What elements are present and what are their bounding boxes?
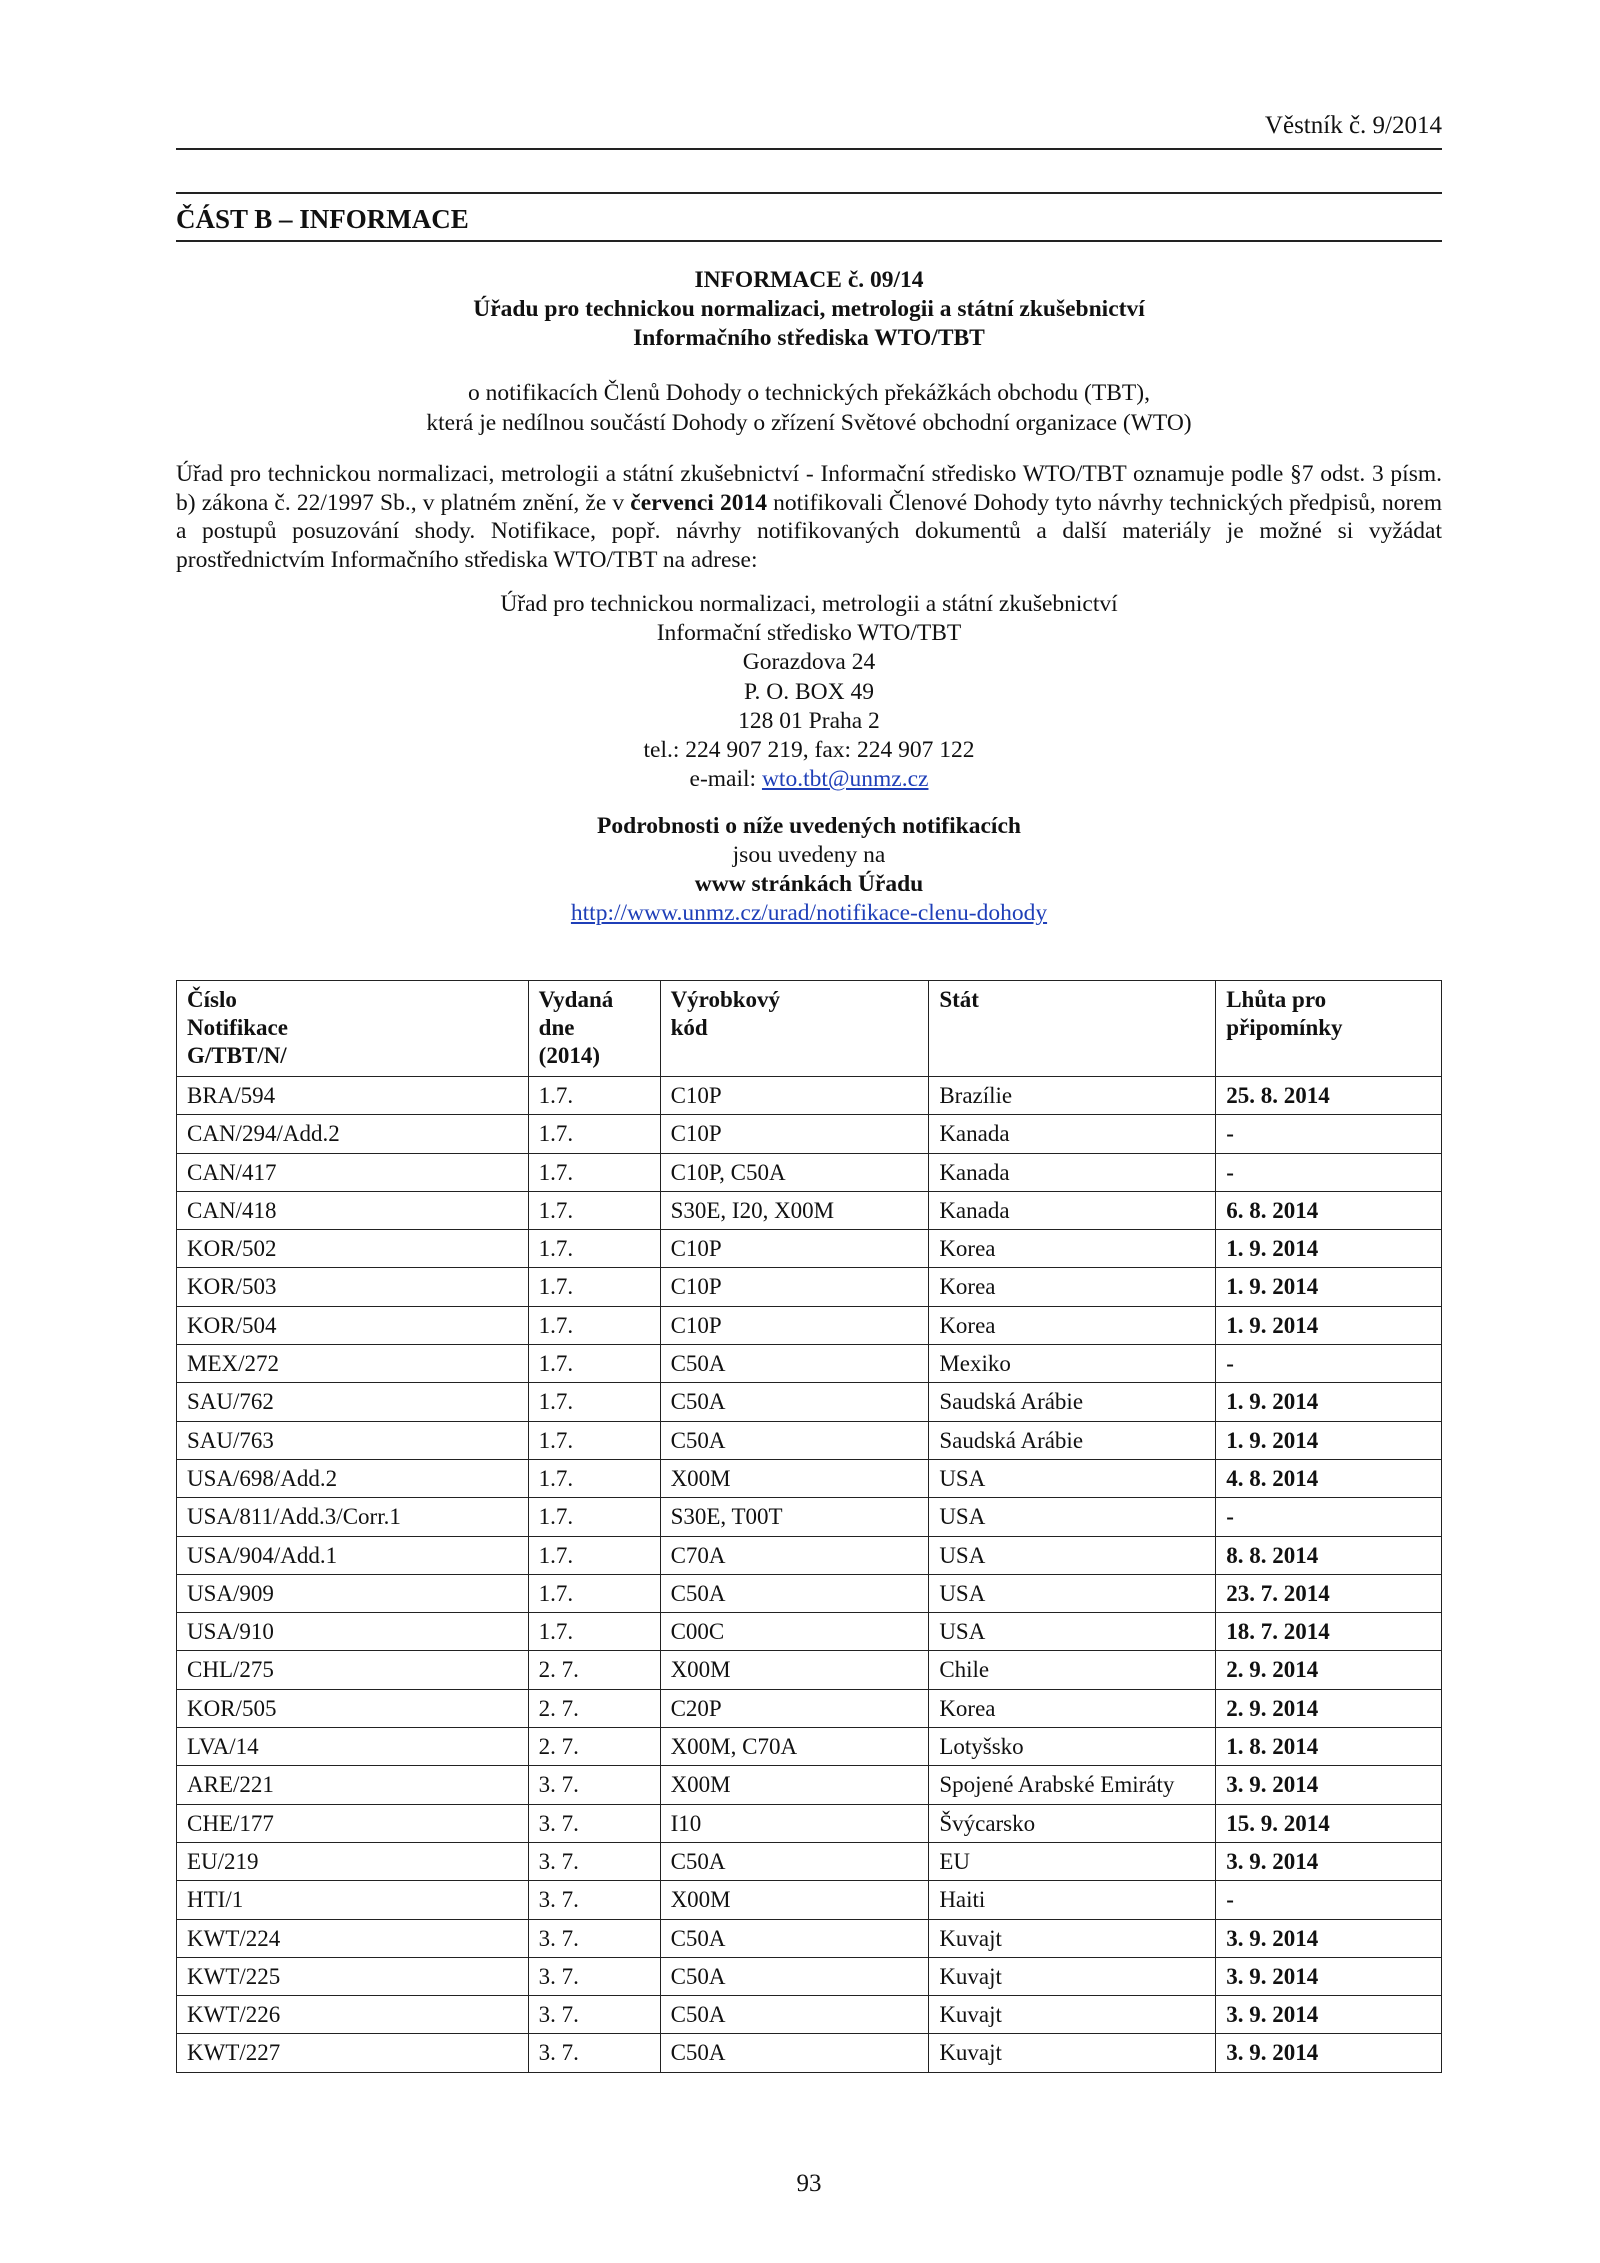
- notification-number-cell: MEX/272: [177, 1345, 529, 1383]
- product-code-cell: C20P: [660, 1689, 929, 1727]
- country-cell: Brazílie: [929, 1077, 1216, 1115]
- deadline-cell: 2. 9. 2014: [1216, 1651, 1442, 1689]
- table-row: [177, 1345, 1442, 1383]
- country-cell: Korea: [929, 1230, 1216, 1268]
- deadline-cell: 1. 9. 2014: [1216, 1306, 1442, 1344]
- table-row: [177, 1613, 1442, 1651]
- notification-number-cell: USA/698/Add.2: [177, 1459, 529, 1497]
- deadline-cell: 8. 8. 2014: [1216, 1536, 1442, 1574]
- deadline-cell: 1. 9. 2014: [1216, 1383, 1442, 1421]
- issued-date-cell: 1.7.: [528, 1230, 660, 1268]
- country-cell: USA: [929, 1574, 1216, 1612]
- product-code-cell: X00M: [660, 1651, 929, 1689]
- address-email-line: [176, 765, 1442, 794]
- table-row: [177, 1153, 1442, 1191]
- address-line5: 128 01 Praha 2: [738, 707, 880, 734]
- address-line2: Informační středisko WTO/TBT: [656, 620, 962, 647]
- deadline-cell: 23. 7. 2014: [1216, 1574, 1442, 1612]
- issued-date-cell: 3. 7.: [528, 2034, 660, 2072]
- country-cell: Kuvajt: [929, 2034, 1216, 2072]
- section-rule-bottom: [176, 240, 1442, 242]
- issued-date-cell: 1.7.: [528, 1077, 660, 1115]
- issued-date-cell: 3. 7.: [528, 1996, 660, 2034]
- notification-number-cell: USA/811/Add.3/Corr.1: [177, 1498, 529, 1536]
- deadline-cell: 18. 7. 2014: [1216, 1613, 1442, 1651]
- bulletin-number: Věstník č. 9/2014: [1264, 112, 1442, 139]
- table-header-row: [177, 981, 1442, 1077]
- issued-date-cell: 1.7.: [528, 1153, 660, 1191]
- notification-number-cell: USA/904/Add.1: [177, 1536, 529, 1574]
- table-row: [177, 1651, 1442, 1689]
- issued-date-cell: 3. 7.: [528, 1881, 660, 1919]
- country-cell: Kuvajt: [929, 1957, 1216, 1995]
- address-line1: Úřad pro technickou normalizaci, metrologii a státní zkušebnictví: [500, 591, 1118, 617]
- product-code-cell: X00M: [660, 1881, 929, 1919]
- deadline-cell: -: [1216, 1153, 1442, 1191]
- deadline-cell: 3. 9. 2014: [1216, 2034, 1442, 2072]
- deadline-cell: 4. 8. 2014: [1216, 1459, 1442, 1497]
- address-line6: tel.: 224 907 219, fax: 224 907 122: [643, 737, 975, 764]
- product-code-cell: S30E, T00T: [660, 1498, 929, 1536]
- country-cell: Lotyšsko: [929, 1728, 1216, 1766]
- table-row: [177, 1306, 1442, 1344]
- table-row: [177, 1191, 1442, 1229]
- notification-number-cell: KWT/225: [177, 1957, 529, 1995]
- notification-number-cell: LVA/14: [177, 1728, 529, 1766]
- info-heading: [176, 266, 1442, 353]
- issued-date-cell: 1.7.: [528, 1268, 660, 1306]
- deadline-cell: 1. 9. 2014: [1216, 1230, 1442, 1268]
- country-cell: Spojené Arabské Emiráty: [929, 1766, 1216, 1804]
- notification-number-cell: CAN/418: [177, 1191, 529, 1229]
- table-row: [177, 1268, 1442, 1306]
- table-row: [177, 1077, 1442, 1115]
- country-cell: Saudská Arábie: [929, 1383, 1216, 1421]
- country-cell: Švýcarsko: [929, 1804, 1216, 1842]
- deadline-cell: 6. 8. 2014: [1216, 1191, 1442, 1229]
- address-line3: Gorazdova 24: [742, 649, 876, 676]
- header-comment-deadline: Lhůta pro připomínky: [1216, 981, 1442, 1077]
- notification-number-cell: USA/910: [177, 1613, 529, 1651]
- notification-number-cell: KOR/502: [177, 1230, 529, 1268]
- table-row: [177, 1574, 1442, 1612]
- section-title: ČÁST B – INFORMACE: [176, 204, 469, 234]
- table-row: [177, 1881, 1442, 1919]
- table-row: [177, 1498, 1442, 1536]
- notification-number-cell: KWT/227: [177, 2034, 529, 2072]
- product-code-cell: X00M: [660, 1459, 929, 1497]
- table-row: [177, 1536, 1442, 1574]
- section-rule-top: [176, 192, 1442, 194]
- deadline-cell: 25. 8. 2014: [1216, 1077, 1442, 1115]
- product-code-cell: C10P: [660, 1268, 929, 1306]
- table-row: [177, 1728, 1442, 1766]
- country-cell: Mexiko: [929, 1345, 1216, 1383]
- issued-date-cell: 1.7.: [528, 1574, 660, 1612]
- product-code-cell: X00M: [660, 1766, 929, 1804]
- country-cell: EU: [929, 1842, 1216, 1880]
- issued-date-cell: 3. 7.: [528, 1957, 660, 1995]
- header-notification-number: Číslo Notifikace G/TBT/N/: [177, 981, 529, 1077]
- table-row: [177, 1421, 1442, 1459]
- issued-date-cell: 3. 7.: [528, 1766, 660, 1804]
- deadline-cell: 2. 9. 2014: [1216, 1689, 1442, 1727]
- country-cell: USA: [929, 1536, 1216, 1574]
- deadline-cell: 3. 9. 2014: [1216, 1996, 1442, 2034]
- notification-number-cell: SAU/762: [177, 1383, 529, 1421]
- issued-date-cell: 1.7.: [528, 1613, 660, 1651]
- product-code-cell: C10P: [660, 1077, 929, 1115]
- country-cell: Haiti: [929, 1881, 1216, 1919]
- notification-number-cell: SAU/763: [177, 1421, 529, 1459]
- notification-number-cell: USA/909: [177, 1574, 529, 1612]
- product-code-cell: C10P: [660, 1306, 929, 1344]
- header-country: Stát: [929, 981, 1216, 1077]
- deadline-cell: 1. 9. 2014: [1216, 1421, 1442, 1459]
- country-cell: Kanada: [929, 1153, 1216, 1191]
- intro-paragraph: [176, 460, 1442, 574]
- notification-number-cell: EU/219: [177, 1842, 529, 1880]
- country-cell: Kanada: [929, 1191, 1216, 1229]
- deadline-cell: 15. 9. 2014: [1216, 1804, 1442, 1842]
- country-cell: Korea: [929, 1689, 1216, 1727]
- product-code-cell: C50A: [660, 1842, 929, 1880]
- product-code-cell: C50A: [660, 1574, 929, 1612]
- notification-number-cell: CHL/275: [177, 1651, 529, 1689]
- deadline-cell: 1. 8. 2014: [1216, 1728, 1442, 1766]
- table-row: [177, 1230, 1442, 1268]
- deadline-cell: 1. 9. 2014: [1216, 1268, 1442, 1306]
- address-line4: P. O. BOX 49: [744, 678, 874, 705]
- info-heading-line3: Informačního střediska WTO/TBT: [633, 325, 985, 351]
- info-heading-line1: INFORMACE č. 09/14: [694, 267, 924, 293]
- product-code-cell: C10P, C50A: [660, 1153, 929, 1191]
- notification-number-cell: KOR/504: [177, 1306, 529, 1344]
- country-cell: Korea: [929, 1306, 1216, 1344]
- deadline-cell: 3. 9. 2014: [1216, 1957, 1442, 1995]
- product-code-cell: C50A: [660, 2034, 929, 2072]
- country-cell: Kanada: [929, 1115, 1216, 1153]
- details-line1: Podrobnosti o níže uvedených notifikacích: [597, 813, 1021, 839]
- table-row: [177, 1957, 1442, 1995]
- address-block: [176, 590, 1442, 794]
- notification-number-cell: BRA/594: [177, 1077, 529, 1115]
- product-code-cell: C50A: [660, 1383, 929, 1421]
- product-code-cell: C50A: [660, 1345, 929, 1383]
- product-code-cell: C50A: [660, 1996, 929, 2034]
- details-block: [176, 812, 1442, 928]
- table-row: [177, 1804, 1442, 1842]
- issued-date-cell: 1.7.: [528, 1498, 660, 1536]
- product-code-cell: C50A: [660, 1919, 929, 1957]
- product-code-cell: X00M, C70A: [660, 1728, 929, 1766]
- details-url-link[interactable]: http://www.unmz.cz/urad/notifikace-clenu-dohody: [570, 900, 1048, 926]
- product-code-cell: C00C: [660, 1613, 929, 1651]
- country-cell: USA: [929, 1498, 1216, 1536]
- notification-number-cell: KOR/503: [177, 1268, 529, 1306]
- deadline-cell: -: [1216, 1345, 1442, 1383]
- table-row: [177, 1689, 1442, 1727]
- deadline-cell: -: [1216, 1115, 1442, 1153]
- details-line2: jsou uvedeny na: [732, 842, 886, 868]
- deadline-cell: -: [1216, 1498, 1442, 1536]
- info-subheading-line1: o notifikacích Členů Dohody o technických překážkách obchodu (TBT),: [468, 380, 1150, 406]
- product-code-cell: I10: [660, 1804, 929, 1842]
- issued-date-cell: 3. 7.: [528, 1919, 660, 1957]
- email-label: e-mail:: [689, 766, 762, 793]
- issued-date-cell: 1.7.: [528, 1459, 660, 1497]
- table-row: [177, 1919, 1442, 1957]
- header-product-code: Výrobkový kód: [660, 981, 929, 1077]
- issued-date-cell: 3. 7.: [528, 1804, 660, 1842]
- issued-date-cell: 1.7.: [528, 1115, 660, 1153]
- product-code-cell: C50A: [660, 1421, 929, 1459]
- notification-number-cell: CHE/177: [177, 1804, 529, 1842]
- country-cell: Chile: [929, 1651, 1216, 1689]
- issued-date-cell: 1.7.: [528, 1383, 660, 1421]
- issued-date-cell: 2. 7.: [528, 1728, 660, 1766]
- issued-date-cell: 2. 7.: [528, 1651, 660, 1689]
- product-code-cell: C70A: [660, 1536, 929, 1574]
- notification-number-cell: KOR/505: [177, 1689, 529, 1727]
- table-body: [177, 1077, 1442, 2073]
- country-cell: Korea: [929, 1268, 1216, 1306]
- table-row: [177, 1115, 1442, 1153]
- product-code-cell: S30E, I20, X00M: [660, 1191, 929, 1229]
- issued-date-cell: 1.7.: [528, 1191, 660, 1229]
- intro-text-month: červenci 2014: [630, 489, 767, 516]
- deadline-cell: 3. 9. 2014: [1216, 1842, 1442, 1880]
- table-row: [177, 1842, 1442, 1880]
- product-code-cell: C50A: [660, 1957, 929, 1995]
- notification-number-cell: KWT/224: [177, 1919, 529, 1957]
- issued-date-cell: 1.7.: [528, 1536, 660, 1574]
- issued-date-cell: 1.7.: [528, 1345, 660, 1383]
- notification-number-cell: KWT/226: [177, 1996, 529, 2034]
- notification-number-cell: CAN/417: [177, 1153, 529, 1191]
- intro-text-part1: Úřad pro technickou normalizaci, metrologii a státní zkušebnictví - Informační středisko WTO/TBT oznamuje podle §7 odst. 3 písm. b) zákona č. 22/1997 Sb., v platném znění, že v: [176, 461, 1442, 516]
- header-rule: [176, 148, 1442, 150]
- details-line3: www stránkách Úřadu: [694, 871, 924, 897]
- info-subheading: [176, 378, 1442, 438]
- issued-date-cell: 3. 7.: [528, 1842, 660, 1880]
- notification-number-cell: HTI/1: [177, 1881, 529, 1919]
- table-row: [177, 2034, 1442, 2072]
- country-cell: USA: [929, 1613, 1216, 1651]
- country-cell: Kuvajt: [929, 1996, 1216, 2034]
- table-row: [177, 1996, 1442, 2034]
- intro-text-part2: notifikovali Členové Dohody tyto návrhy technických předpisů, norem a postupů posuzování shody. Notifikace, popř. návrhy notifikovaných dokumentů a další materiály je možné si vyžádat prostřednictvím Informačního střediska WTO/TBT na adrese:: [176, 489, 1442, 573]
- table-row: [177, 1383, 1442, 1421]
- deadline-cell: -: [1216, 1881, 1442, 1919]
- info-heading-line2: Úřadu pro technickou normalizaci, metrologii a státní zkušebnictví: [473, 296, 1145, 322]
- table-row: [177, 1766, 1442, 1804]
- issued-date-cell: 2. 7.: [528, 1689, 660, 1727]
- deadline-cell: 3. 9. 2014: [1216, 1919, 1442, 1957]
- email-link[interactable]: wto.tbt@unmz.cz: [761, 766, 929, 793]
- country-cell: Saudská Arábie: [929, 1421, 1216, 1459]
- header-issued-date: Vydaná dne (2014): [528, 981, 660, 1077]
- info-subheading-line2: která je nedílnou součástí Dohody o zřízení Světové obchodní organizace (WTO): [426, 410, 1192, 436]
- country-cell: Kuvajt: [929, 1919, 1216, 1957]
- issued-date-cell: 1.7.: [528, 1421, 660, 1459]
- issued-date-cell: 1.7.: [528, 1306, 660, 1344]
- notification-number-cell: ARE/221: [177, 1766, 529, 1804]
- product-code-cell: C10P: [660, 1230, 929, 1268]
- page-number: 93: [796, 2170, 822, 2197]
- deadline-cell: 3. 9. 2014: [1216, 1766, 1442, 1804]
- table-row: [177, 1459, 1442, 1497]
- notification-number-cell: CAN/294/Add.2: [177, 1115, 529, 1153]
- product-code-cell: C10P: [660, 1115, 929, 1153]
- notifications-table: [176, 980, 1442, 2073]
- country-cell: USA: [929, 1459, 1216, 1497]
